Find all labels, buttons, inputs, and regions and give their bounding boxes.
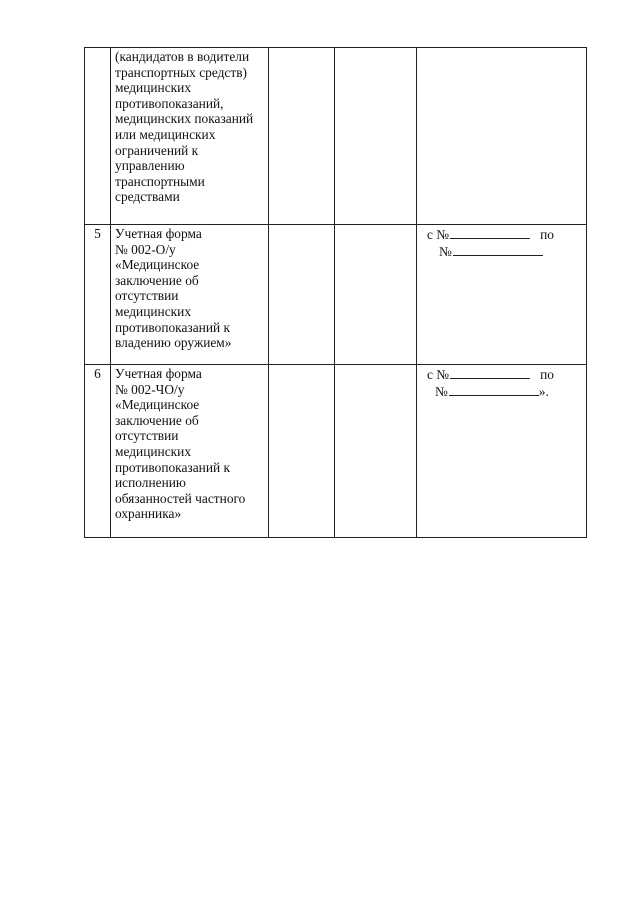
form-name-line: заключение об (115, 412, 199, 428)
empty-cell (269, 48, 335, 225)
range-from-blank[interactable] (450, 366, 530, 379)
form-name-line: медицинских (115, 303, 192, 319)
form-name-line: Учетная форма (115, 366, 202, 381)
form-name-line: медицинских (115, 443, 192, 459)
row-number (85, 48, 111, 225)
range-from-label: с № (427, 227, 450, 242)
form-name-line: отсутствии (115, 288, 179, 304)
form-name-line: противопоказаний к (115, 319, 231, 335)
range-from-label: с № (427, 367, 450, 382)
form-name-line: заключение об (115, 272, 199, 288)
range-from-blank[interactable] (450, 226, 530, 239)
form-name-line: транспортными (115, 173, 205, 189)
form-name-line: Учетная форма (115, 226, 202, 241)
form-name-line: «Медицинское (115, 397, 200, 413)
form-name-line: или медицинских (115, 126, 216, 142)
form-name-cell (111, 365, 269, 538)
form-name-line: (кандидатов в водители (115, 49, 250, 64)
range-to-line (427, 383, 578, 400)
range-to-label: по (540, 227, 554, 242)
form-name-cell (111, 225, 269, 365)
form-name-line: отсутствии (115, 428, 179, 444)
range-to-blank[interactable] (449, 383, 539, 396)
form-name-line: № 002-О/у (115, 241, 176, 257)
form-name-line: «Медицинское (115, 257, 200, 273)
form-name-line: ограничений к (115, 142, 199, 158)
number-range-cell (417, 225, 587, 365)
range-suffix: ». (538, 383, 549, 399)
empty-cell (335, 365, 417, 538)
empty-cell (335, 225, 417, 365)
empty-cell (335, 48, 417, 225)
forms-table (84, 47, 587, 538)
form-name-cell (111, 48, 269, 225)
empty-cell (269, 365, 335, 538)
table-row (85, 365, 587, 538)
form-name-line: № 002-ЧО/у (115, 381, 185, 397)
number-range-cell (417, 365, 587, 538)
table-row (85, 48, 587, 225)
range-to-line (427, 243, 578, 260)
form-name-line: средствами (115, 189, 180, 205)
form-name-line: медицинских показаний (115, 111, 254, 127)
form-name-line: охранника» (115, 506, 182, 522)
range-from-line (427, 366, 578, 383)
table-row (85, 225, 587, 365)
form-name-line: управлению (115, 158, 185, 174)
range-to-label: по (540, 367, 554, 382)
form-name-line: медицинских (115, 80, 192, 96)
number-range-cell (417, 48, 587, 225)
row-number: 6 (85, 365, 111, 538)
form-name-line: исполнению (115, 475, 186, 491)
form-name-line: противопоказаний к (115, 459, 231, 475)
row-number: 5 (85, 225, 111, 365)
range-to-blank[interactable] (453, 243, 543, 256)
form-name-line: противопоказаний, (115, 95, 224, 111)
form-name-line: обязанностей частного (115, 490, 246, 506)
range-no-label: № (439, 243, 452, 259)
range-from-line (427, 226, 578, 243)
empty-cell (269, 225, 335, 365)
range-no-label: № (435, 383, 448, 399)
form-name-line: владению оружием» (115, 335, 232, 351)
form-name-line: транспортных средств) (115, 64, 247, 80)
